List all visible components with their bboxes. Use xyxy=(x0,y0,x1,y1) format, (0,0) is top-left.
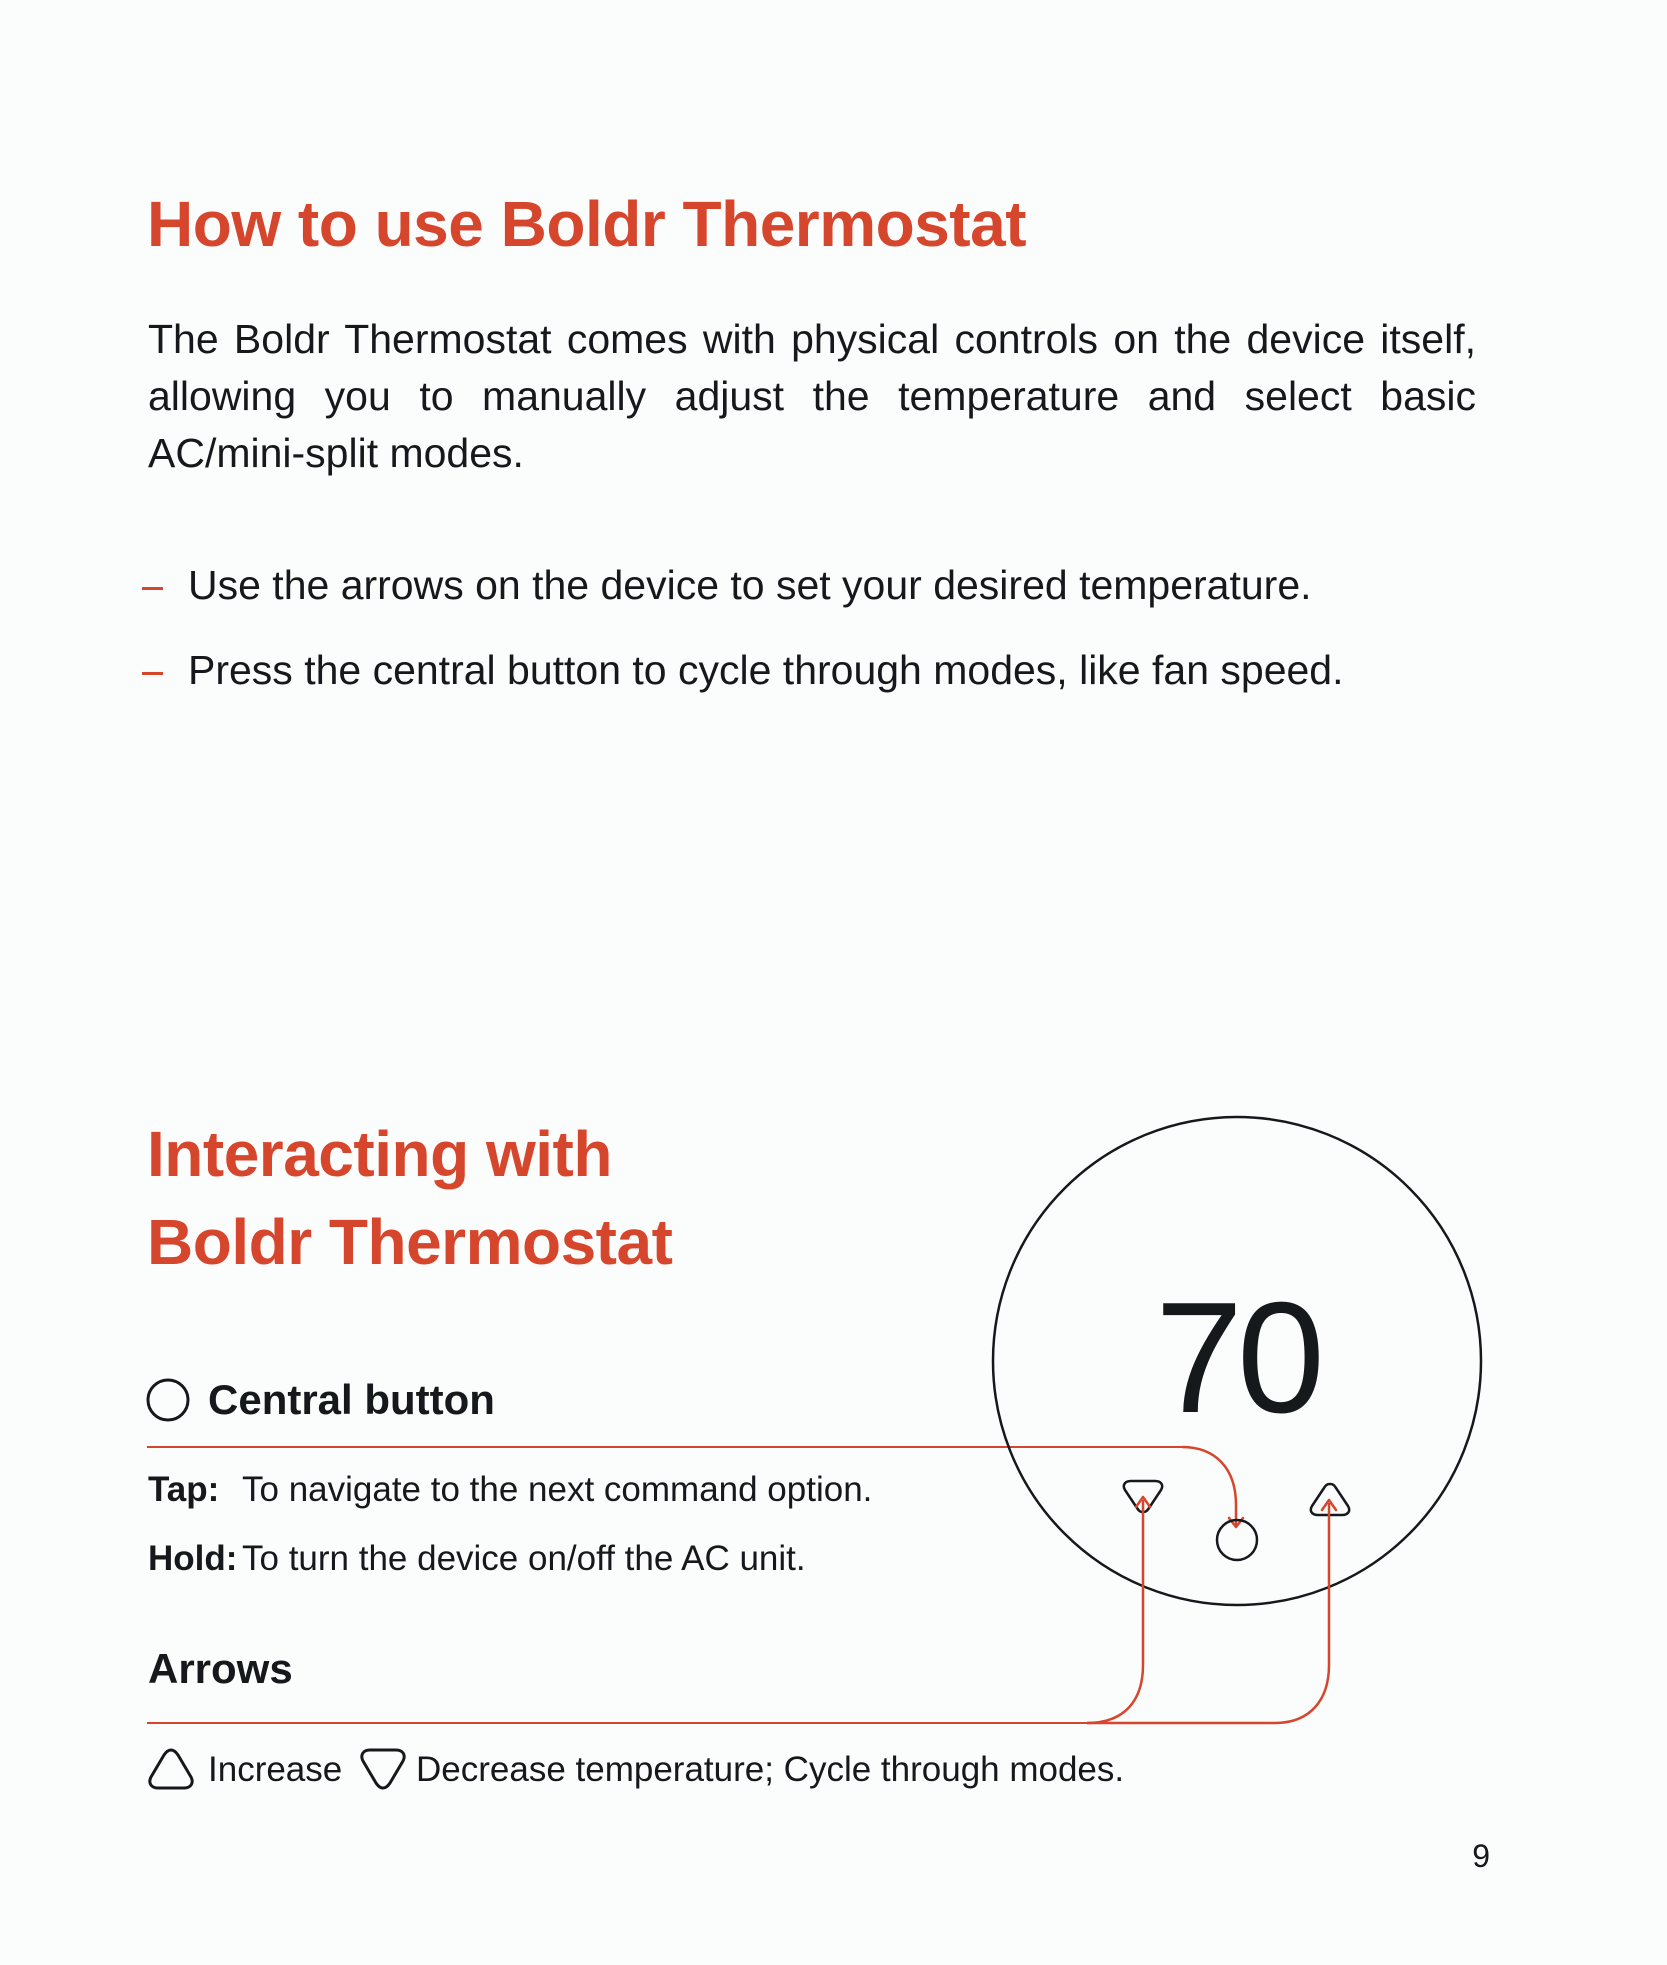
triangle-down-icon xyxy=(358,1744,408,1794)
central-button-heading: Central button xyxy=(208,1376,495,1423)
dash-bullet-icon xyxy=(142,587,163,590)
arrows-rule xyxy=(147,1722,1087,1724)
instruction-list xyxy=(142,557,1502,727)
list-item xyxy=(142,642,1502,727)
circle-icon xyxy=(146,1378,190,1422)
tap-term: Tap: xyxy=(148,1470,220,1509)
section-title-line-1: Interacting with xyxy=(147,1118,612,1190)
temperature-readout: 70 xyxy=(1155,1270,1319,1446)
decrease-arrow-connector xyxy=(1087,1500,1143,1723)
arrows-heading: Arrows xyxy=(148,1645,293,1692)
section-title-how-to-use: How to use Boldr Thermostat xyxy=(147,188,1026,260)
decrease-label: Decrease temperature; Cycle through modes. xyxy=(416,1750,1125,1789)
device-down-arrow-icon xyxy=(1124,1481,1162,1512)
dash-bullet-icon xyxy=(142,672,163,675)
page-number: 9 xyxy=(1472,1838,1490,1874)
device-central-button-icon xyxy=(1217,1520,1257,1560)
increase-arrow-connector-arrowhead xyxy=(1322,1500,1336,1510)
hold-definition xyxy=(148,1535,806,1583)
tap-definition xyxy=(148,1466,873,1514)
central-button-rule xyxy=(147,1446,1182,1448)
section-title-interacting xyxy=(147,1110,672,1286)
intro-paragraph: The Boldr Thermostat comes with physical controls on the device itself, allowing you to manually adjust the temperature and select basic AC/mini-split modes. xyxy=(148,316,1476,476)
triangle-up-icon xyxy=(146,1744,196,1794)
device-up-arrow-icon xyxy=(1311,1484,1349,1515)
central-button-connector xyxy=(1182,1447,1236,1525)
tap-description: To navigate to the next command option. xyxy=(242,1470,873,1509)
decrease-arrow-connector-arrowhead xyxy=(1136,1497,1150,1507)
list-item-text: Use the arrows on the device to set your desired temperature. xyxy=(188,562,1312,608)
list-item-text: Press the central button to cycle through modes, like fan speed. xyxy=(188,647,1344,693)
hold-description: To turn the device on/off the AC unit. xyxy=(242,1539,806,1578)
list-item xyxy=(142,557,1502,642)
central-button-connector-arrowhead xyxy=(1229,1518,1243,1527)
increase-label: Increase xyxy=(208,1750,343,1789)
hold-term: Hold: xyxy=(148,1539,238,1578)
section-title-line-2: Boldr Thermostat xyxy=(147,1206,673,1278)
increase-arrow-connector xyxy=(1087,1503,1329,1723)
